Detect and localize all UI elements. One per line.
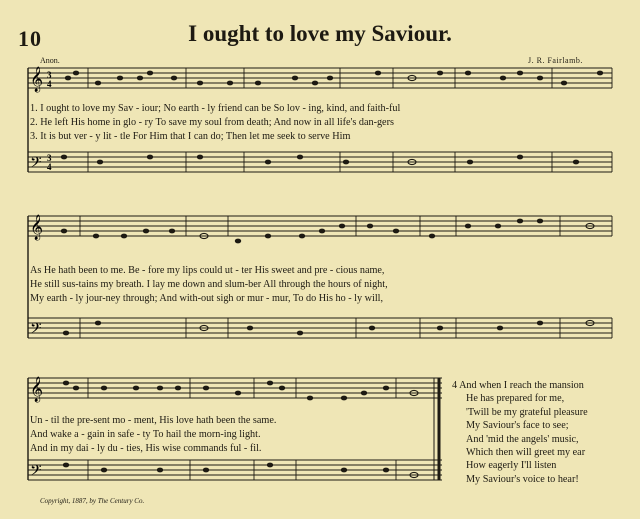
- music-system-2: [0, 210, 640, 360]
- lyric-line-verse-3: My earth - ly jour-ney through; And with-out sigh or mur - mur, To do His ho - ly will,: [30, 293, 384, 304]
- hymn-number: 10: [18, 26, 42, 51]
- verse-4-line: My Saviour's face to see;: [466, 420, 569, 432]
- verse-4-line: How eagerly I'll listen: [466, 460, 557, 472]
- svg-text:𝄞: 𝄞: [30, 215, 44, 240]
- verse-4-number: 4: [452, 380, 458, 391]
- lyric-line-verse-1: Un - til the pre-sent mo - ment, His love hath been the same.: [30, 415, 277, 426]
- svg-text:𝄢: 𝄢: [30, 320, 42, 341]
- hymn-title: I ought to love my Saviour.: [188, 21, 452, 46]
- lyric-line-verse-2: 2. He left His home in glo - ry To save my soul from death; And now in all life's dan-gers: [30, 117, 394, 128]
- svg-text:𝄢: 𝄢: [30, 462, 42, 483]
- lyric-line-verse-1: As He hath been to me. Be - fore my lips could ut - ter His sweet and pre - cious name,: [30, 265, 385, 276]
- verse-4-line: And 'mid the angels' music,: [466, 433, 579, 445]
- verse-4-line: My Saviour's voice to hear!: [466, 473, 579, 485]
- verse-4-line: He has prepared for me,: [466, 393, 565, 405]
- verse-4: [452, 379, 588, 486]
- svg-text:3: 3: [47, 70, 52, 80]
- verse-4-line: 4 And when I reach the mansion: [452, 380, 584, 391]
- lyricist-credit: Anon.: [40, 56, 60, 65]
- svg-text:𝄞: 𝄞: [30, 67, 44, 92]
- copyright-notice: Copyright, 1887, by The Century Co.: [40, 497, 145, 505]
- composer-credit: J. R. Fairlamb.: [528, 56, 583, 65]
- verse-4-line: 'Twill be my grateful pleasure: [466, 406, 588, 418]
- lyric-line-verse-3: And in my dai - ly du - ties, His wise commands ful - fil.: [30, 443, 262, 454]
- svg-text:4: 4: [47, 162, 52, 172]
- svg-text:𝄢: 𝄢: [30, 154, 42, 175]
- svg-text:𝄞: 𝄞: [30, 377, 44, 402]
- lyric-line-verse-1: 1. I ought to love my Sav - iour; No earth - ly friend can be So lov - ing, kind, and faith-ful: [30, 103, 401, 114]
- svg-text:3: 3: [47, 153, 52, 163]
- lyric-line-verse-3: 3. It is but ver - y lit - tle For Him that I can do; Then let me seek to serve Him: [30, 131, 351, 142]
- lyric-line-verse-2: He still sus-tains my breath. I lay me down and slum-ber All through the hours of night,: [30, 279, 388, 290]
- lyric-line-verse-2: And wake a - gain in safe - ty To hail the morn-ing light.: [30, 429, 261, 440]
- music-system-1: [0, 60, 640, 190]
- verse-4-line: Which then will greet my ear: [466, 447, 586, 459]
- svg-text:4: 4: [47, 79, 52, 89]
